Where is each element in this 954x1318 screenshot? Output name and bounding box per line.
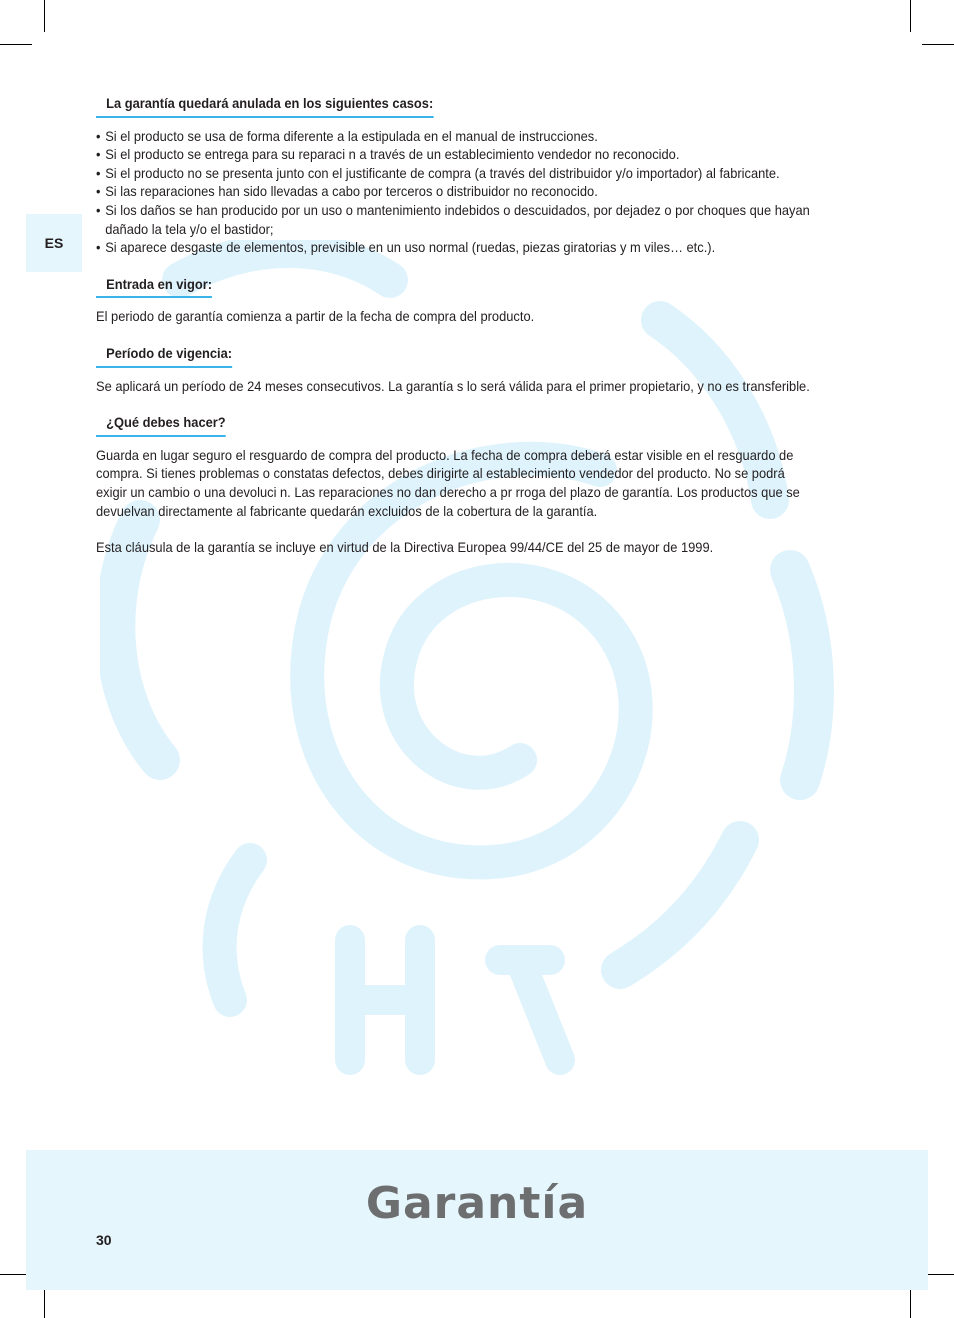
section-entry bbox=[96, 271, 814, 326]
footer-band bbox=[26, 1150, 928, 1290]
paragraph: Se aplicará un período de 24 meses consecutivos. La garantía s lo será válida para el primer propietario, y no es transferible. bbox=[96, 377, 810, 394]
section-heading: La garantía quedará anulada en los siguientes casos: bbox=[96, 94, 433, 118]
directive-paragraph: Esta cláusula de la garantía se incluye en virtud de la Directiva Europea 99/44/CE del 25 de mayor de 1999. bbox=[96, 539, 714, 556]
page-title: Garantía bbox=[365, 1178, 589, 1229]
section-annulment bbox=[96, 90, 814, 257]
annulment-list bbox=[96, 127, 814, 257]
crop-mark bbox=[44, 0, 45, 32]
list-item: • Si el producto no se presenta junto con el justificante de compra (a través del distribuidor y/o importador) al fabricante. bbox=[96, 164, 814, 183]
section-heading: ¿Qué debes hacer? bbox=[96, 413, 226, 437]
section-heading: Período de vigencia: bbox=[96, 344, 232, 368]
list-item: • Si aparece desgaste de elementos, previsible en un uso normal (ruedas, piezas giratorias y m viles… etc.). bbox=[96, 238, 814, 257]
list-item: • Si el producto se usa de forma diferente a la estipulada en el manual de instrucciones. bbox=[96, 127, 814, 146]
section-validity bbox=[96, 340, 814, 395]
page-number: 30 bbox=[96, 1232, 112, 1248]
crop-mark bbox=[922, 44, 954, 45]
list-item: • Si los daños se han producido por un uso o mantenimiento indebidos o descuidados, por dejadez o por choques que hayan dañado la tela y/o el bastidor; bbox=[96, 201, 814, 238]
list-item: • Si las reparaciones han sido llevadas a cabo por terceros o distribuidor no reconocido. bbox=[96, 182, 814, 201]
language-tab: ES bbox=[26, 214, 82, 272]
list-item: • Si el producto se entrega para su reparaci n a través de un establecimiento vendedor no reconocido. bbox=[96, 145, 814, 164]
crop-mark bbox=[0, 44, 32, 45]
section-what-to-do bbox=[96, 409, 814, 557]
paragraph: El periodo de garantía comienza a partir de la fecha de compra del producto. bbox=[96, 308, 535, 325]
main-content bbox=[96, 90, 814, 571]
crop-mark bbox=[44, 1286, 45, 1318]
spacer bbox=[96, 520, 814, 538]
crop-mark bbox=[910, 1286, 911, 1318]
section-heading: Entrada en vigor: bbox=[96, 275, 212, 299]
paragraph: Guarda en lugar seguro el resguardo de compra del producto. La fecha de compra deberá estar visible en el resguardo de compra. Si tienes problemas o constatas defectos, debes dirigirte al establecimiento vendedor del producto. No se podrá exigir un cambio o una devoluci n. Las reparaciones no dan derecho a pr rroga del plazo de garantía. Los productos que se devuelvan directamente al fabricante quedarán excluidos de la cobertura de la garantía. bbox=[96, 446, 800, 519]
crop-mark bbox=[910, 0, 911, 32]
